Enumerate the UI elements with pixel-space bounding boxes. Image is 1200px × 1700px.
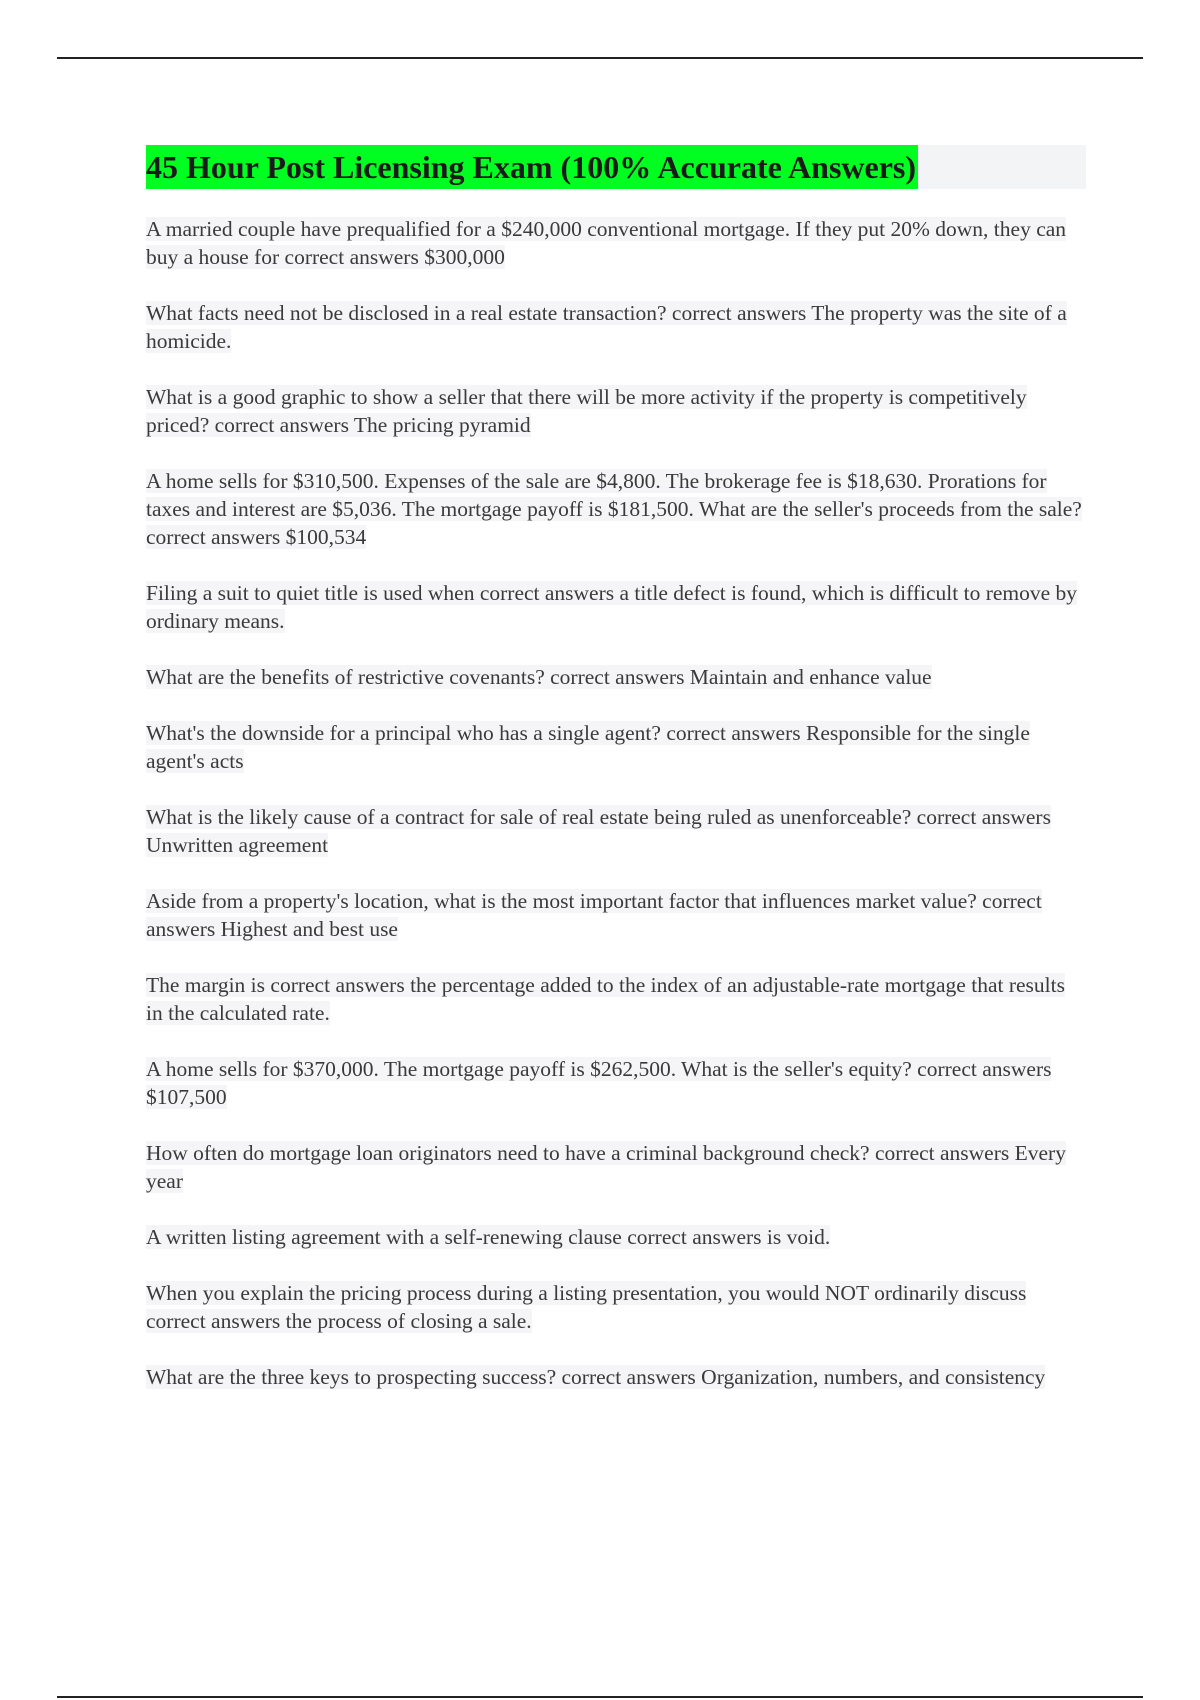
qa-list — [146, 215, 1086, 1391]
qa-item — [146, 971, 1086, 1027]
qa-text: A married couple have prequalified for a $240,000 conventional mortgage. If they put 20% down, they can buy a house for correct answers $300,000 — [146, 217, 1067, 269]
header-rule — [57, 57, 1143, 59]
title-bar — [146, 145, 1086, 189]
qa-item — [146, 1223, 1086, 1251]
qa-text: How often do mortgage loan originators need to have a criminal background check? correct answers Every year — [146, 1141, 1066, 1193]
qa-text: What is the likely cause of a contract for sale of real estate being ruled as unenforceable? correct answers Unwritten agreement — [146, 805, 1051, 857]
qa-text: Filing a suit to quiet title is used when correct answers a title defect is found, which is difficult to remove by ordinary means. — [146, 581, 1078, 633]
qa-text: A home sells for $370,000. The mortgage payoff is $262,500. What is the seller's equity? correct answers $107,500 — [146, 1057, 1052, 1109]
qa-text: A home sells for $310,500. Expenses of the sale are $4,800. The brokerage fee is $18,630. Prorations for taxes and interest are $5,036. The mortgage payoff is $181,500. What are the seller's proceeds from the sale? correct answers $100,534 — [146, 469, 1082, 549]
footer-rule — [57, 1696, 1143, 1698]
qa-item — [146, 215, 1086, 271]
qa-text: What facts need not be disclosed in a real estate transaction? correct answers The property was the site of a homicide. — [146, 301, 1067, 353]
document-title: 45 Hour Post Licensing Exam (100% Accurate Answers) — [146, 145, 918, 189]
qa-text: Aside from a property's location, what is the most important factor that influences market value? correct answers Highest and best use — [146, 889, 1042, 941]
qa-item — [146, 299, 1086, 355]
qa-item — [146, 803, 1086, 859]
qa-item — [146, 719, 1086, 775]
qa-item — [146, 663, 1086, 691]
document-body — [146, 145, 1086, 1419]
qa-text: What is a good graphic to show a seller that there will be more activity if the property is competitively priced? correct answers The pricing pyramid — [146, 385, 1027, 437]
qa-text: What are the three keys to prospecting success? correct answers Organization, numbers, and consistency — [146, 1365, 1046, 1389]
qa-text: When you explain the pricing process during a listing presentation, you would NOT ordinarily discuss correct answers the process of closing a sale. — [146, 1281, 1027, 1333]
qa-item — [146, 579, 1086, 635]
qa-text: What's the downside for a principal who has a single agent? correct answers Responsible for the single agent's acts — [146, 721, 1030, 773]
qa-item — [146, 1055, 1086, 1111]
qa-item — [146, 1279, 1086, 1335]
qa-item — [146, 383, 1086, 439]
qa-text: The margin is correct answers the percentage added to the index of an adjustable-rate mortgage that results in the calculated rate. — [146, 973, 1065, 1025]
qa-text: What are the benefits of restrictive covenants? correct answers Maintain and enhance value — [146, 665, 932, 689]
qa-item — [146, 1139, 1086, 1195]
qa-text: A written listing agreement with a self-renewing clause correct answers is void. — [146, 1225, 831, 1249]
qa-item — [146, 467, 1086, 551]
qa-item — [146, 1363, 1086, 1391]
qa-item — [146, 887, 1086, 943]
